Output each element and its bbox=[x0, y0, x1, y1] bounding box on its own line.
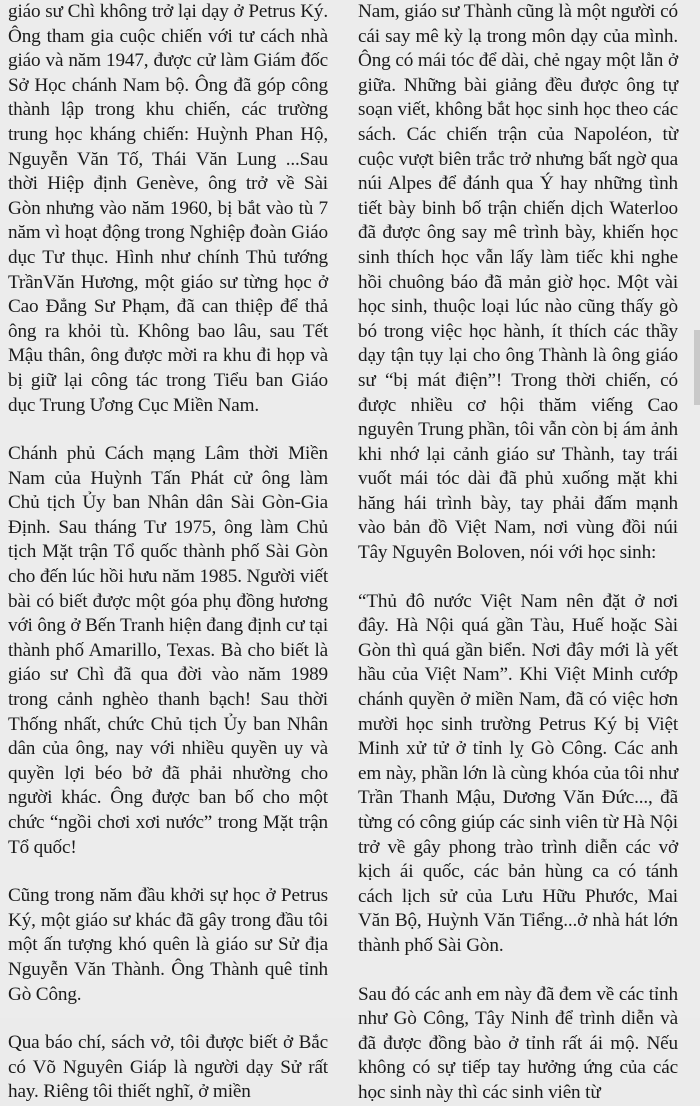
paragraph: Qua báo chí, sách vở, tôi được biết ở Bắc có Võ Nguyên Giáp là người dạy Sử rất hay. Riêng tôi thiết nghĩ, ở miền bbox=[8, 1032, 328, 1103]
paragraph-gap bbox=[358, 959, 678, 983]
paragraph: Nam, giáo sư Thành cũng là một người có cái say mê kỳ lạ trong môn dạy của mình. Ông có mái tóc để dài, chẻ ngay một lằn ở giữa. Những bài giảng đều được ông tự soạn viết, không bắt học sinh học theo các sách. Các chiến trận của Napoléon, từ cuộc vượt biên trắc trở nhưng bất ngờ qua núi Alpes để đánh qua Ý hay những tình tiết bày binh bố trận chiến dịch Waterloo đã được ông say mê trình bày, khiến học sinh thích học vẫn lấy làm tiếc khi nghe hồi chuông báo đã mản giờ học. Một vài học sinh, thuộc loại lúc nào cũng thấy gò bó trong việc học hành, ít thích các thầy dạy tận tụy lại cho ông Thành là ông giáo sư “bị mát điện”! Trong thời chiến, có được nhiều cơ hội thăm viếng Cao nguyên Trung phần, tôi vẫn còn bị ám ảnh khi nhớ lại cảnh giáo sư Thành, tay trái vuốt mái tóc dài đã phủ xuống mặt khi hăng hái trình bày, tay phải đấm mạnh vào bản đồ Việt Nam, nơi vùng đồi núi Tây Nguyên Boloven, nói với học sinh: bbox=[358, 1, 678, 564]
paragraph: Chánh phủ Cách mạng Lâm thời Miền Nam của Huỳnh Tấn Phát cử ông làm Chủ tịch Ủy ban Nhân dân Sài Gòn-Gia Định. Sau tháng Tư 1975, ông làm Chủ tịch Mặt trận Tổ quốc thành phố Sài Gòn cho đến lúc hồi hưu năm 1985. Người viết bài có biết được một góa phụ đồng hương với ông ở Bến Tranh hiện đang định cư tại thành phố Amarillo, Texas. Bà cho biết là giáo sư Chì đã qua đời vào năm 1989 trong cảnh nghèo thanh bạch! Sau thời Thống nhất, chức Chủ tịch Ủy ban Nhân dân của ông, nay với nhiều quyền uy và quyền lợi béo bở đã phải nhường cho người khác. Ông được ban bố cho một chức “ngồi chơi xơi nước” trong Mặt trận Tổ quốc! bbox=[8, 443, 328, 858]
paragraph-gap bbox=[8, 418, 328, 442]
paragraph: Cũng trong năm đầu khởi sự học ở Petrus Ký, một giáo sư khác đã gây trong đầu tôi một ấn tượng khó quên là giáo sư Sử địa Nguyễn Văn Thành. Ông Thành quê tỉnh Gò Công. bbox=[8, 885, 328, 1005]
paragraph-gap bbox=[358, 566, 678, 590]
page-edge-shadow bbox=[694, 330, 700, 405]
paragraph: Sau đó các anh em này đã đem về các tỉnh như Gò Công, Tây Ninh để trình diễn và đã được đồng bào ở tỉnh rất ái mộ. Nếu không có sự tiếp tay hưởng ứng của các học sinh này thì các sinh viên từ bbox=[358, 983, 678, 1103]
left-text-column bbox=[8, 0, 328, 1105]
paragraph: giáo sư Chì không trở lại dạy ở Petrus Ký. Ông tham gia cuộc chiến với tư cách nhà giáo và năm 1947, được cử làm Giám đốc Sở Học chánh Nam bộ. Ông đã góp công thành lập trong khu chiến, các trường trung học kháng chiến: Huỳnh Phan Hộ, Nguyễn Văn Tố, Thái Văn Lung ...Sau thời Hiệp định Genève, ông trở về Sài Gòn nhưng vào năm 1960, bị bắt vào tù 7 năm vì hoạt động trong Nghiệp đoàn Giáo dục Tư thục. Hình như chính Thủ tướng TrầnVăn Hương, một giáo sư từng học ở Cao Đẳng Sư Phạm, đã can thiệp để thả ông ra khỏi tù. Không bao lâu, sau Tết Mậu thân, ông được mời ra khu đi họp và bị giữ lại công tác trong Tiểu ban Giáo dục Trung Ương Cục Miền Nam. bbox=[8, 1, 328, 416]
paragraph: “Thủ đô nước Việt Nam nên đặt ở nơi đây. Hà Nội quá gần Tàu, Huế hoặc Sài Gòn thì quá gần biển. Nơi đây mới là yết hầu của Việt Nam”. Khi Việt Minh cướp chánh quyền ở miền Nam, đã có việc hơn mười học sinh trường Petrus Ký bị Việt Minh xử tử ở tỉnh lỵ Gò Công. Các anh em này, phần lớn là cùng khóa của tôi như Trần Thanh Mậu, Dương Văn Đức..., đã từng có công giúp các sinh viên từ Hà Nội trở về gây phong trào trình diễn các vở kịch ái quốc, các bản hùng ca có tánh cách lịch sử của Lưu Hữu Phước, Mai Văn Bộ, Huỳnh Văn Tiểng...ở nhà hát lớn thành phố Sài Gòn. bbox=[358, 590, 678, 956]
paragraph-gap bbox=[8, 860, 328, 884]
paragraph-gap bbox=[8, 1007, 328, 1031]
right-text-column bbox=[358, 0, 678, 1106]
